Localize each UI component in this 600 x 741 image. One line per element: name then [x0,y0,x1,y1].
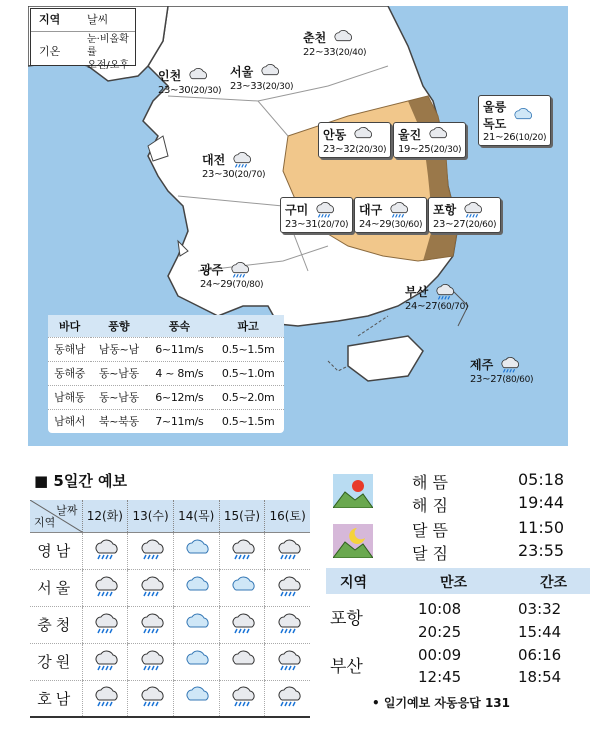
cloudy-icon [350,125,374,144]
legend-region: 지역 [39,13,61,26]
five-day-forecast-table [30,500,310,718]
city-label [200,260,263,290]
sea-header: 바다 [48,315,91,337]
tide-high: 10:08 [418,600,462,618]
forecast-row: 호남 [30,680,310,717]
cloudy-icon [330,28,354,47]
city-name: 서울 [230,65,254,79]
map-legend [30,8,136,71]
forecast-row: 영남 [30,532,310,569]
rain-icon [90,611,120,635]
moonset-label: 달 짐 [412,544,448,563]
rain-icon [273,648,303,672]
rain-icon [136,648,166,672]
city-label [428,197,501,233]
city-temp: 23~27(80/60) [470,374,534,385]
city-label [478,95,551,146]
city-name: 대구 [359,203,383,217]
city-temp: 24~27(60/70) [405,301,469,312]
city-label [393,122,466,158]
rain-icon [273,537,303,561]
rain-icon [273,684,303,708]
city-label [318,122,391,158]
city-name: 춘천 [303,31,327,45]
rain-icon [227,260,251,279]
city-name: 안동 [323,128,347,142]
forecast-row: 서울 [30,569,310,606]
rain-icon [136,537,166,561]
partly-cloudy-icon [181,648,211,672]
forecast-day: 14(목) [173,500,219,532]
tide-low: 18:54 [518,668,562,686]
rain-icon [386,200,410,219]
city-label [405,282,468,312]
rain-icon [90,684,120,708]
moonrise-time: 11:50 [518,518,565,537]
legend-temp: 기온 [39,45,61,58]
city-temp: 19~25(20/30) [398,144,462,155]
city-label [354,197,427,233]
city-temp: 23~33(20/30) [230,81,294,92]
partly-cloudy-icon [181,611,211,635]
city-temp: 23~32(20/30) [323,144,387,155]
sea-header: 풍향 [91,315,146,337]
rain-icon [273,611,303,635]
tide-high: 00:09 [418,646,462,664]
sun-icon [333,474,373,508]
city-label [280,197,353,233]
legend-prob: 눈·비올확률 오전/오후 [87,34,130,71]
rain-icon [273,574,303,598]
cloudy-icon [425,125,449,144]
moonrise-label: 달 뜸 [412,521,448,540]
forecast-title: ■ 5일간 예보 [34,472,128,490]
city-temp: 23~27(20/60) [433,219,497,230]
rain-icon [90,648,120,672]
rain-icon [229,150,253,169]
tide-table [326,568,590,686]
forecast-corner: 날짜 지역 [30,500,82,532]
city-name: 제주 [470,358,494,372]
partly-cloudy-icon [227,574,257,598]
moonset-time: 23:55 [518,541,565,560]
partly-cloudy-icon [181,684,211,708]
sea-row: 남해동 동~남동 6~12m/s 0.5~2.0m [48,385,284,409]
cloudy-icon [185,66,209,85]
sunrise-label: 해 뜸 [412,473,448,492]
city-label [230,62,293,92]
rain-icon [136,684,166,708]
rain-icon [227,611,257,635]
cloudy-icon [257,62,281,81]
city-name: 인천 [158,69,182,83]
tide-header: 지역 만조 간조 [326,568,590,594]
rain-icon [460,200,484,219]
rain-icon [90,537,120,561]
sea-row: 동해남 남동~남 6~11m/s 0.5~1.5m [48,337,284,361]
sunrise-time: 05:18 [518,470,565,489]
tide-low: 15:44 [518,623,562,641]
city-temp: 24~29(30/60) [359,219,423,230]
partly-cloudy-icon [181,574,211,598]
city-temp: 24~29(70/80) [200,279,264,290]
forecast-day: 13(수) [128,500,174,532]
city-name: 부산 [405,285,429,299]
city-name: 울릉 독도 [483,100,507,131]
auto-response-note: • 일기예보 자동응답 131 [372,696,510,710]
partly-cloudy-icon [510,106,534,125]
sea-row: 동해중 동~남동 4 ~ 8m/s 0.5~1.0m [48,361,284,385]
forecast-day: 15(금) [219,500,265,532]
sunset-label: 해 짐 [412,496,448,515]
rain-icon [497,355,521,374]
tide-region-busan: 부산 [330,657,363,677]
sea-conditions-table [48,315,284,433]
city-label [303,28,366,58]
rain-icon [312,200,336,219]
rain-icon [136,574,166,598]
forecast-day: 12(화) [82,500,128,532]
city-name: 대전 [202,153,226,167]
rain-icon [136,611,166,635]
rain-icon [227,537,257,561]
rain-icon [90,574,120,598]
rain-icon [432,282,456,301]
city-label [158,66,221,96]
city-label [470,355,533,385]
rain-icon [227,684,257,708]
sea-row: 남해서 북~북동 7~11m/s 0.5~1.5m [48,409,284,433]
cloudy-icon [227,648,257,672]
tide-low: 06:16 [518,646,562,664]
moon-icon [333,524,373,558]
sunset-time: 19:44 [518,493,565,512]
city-name: 광주 [200,263,224,277]
legend-weather: 날씨 [87,13,109,26]
city-name: 포항 [433,203,457,217]
partly-cloudy-icon [181,537,211,561]
city-name: 울진 [398,128,422,142]
city-label [202,150,265,180]
tide-region-pohang: 포항 [330,609,363,629]
tide-low: 03:32 [518,600,562,618]
city-temp: 21~26(10/20) [483,132,547,143]
city-temp: 23~30(20/30) [158,85,222,96]
sea-header: 파고 [212,315,284,337]
city-temp: 23~30(20/70) [202,169,266,180]
forecast-day: 16(토) [265,500,310,532]
city-name: 구미 [285,203,309,217]
sea-header: 풍속 [146,315,212,337]
city-temp: 22~33(20/40) [303,47,367,58]
tide-high: 12:45 [418,668,462,686]
city-temp: 23~31(20/70) [285,219,349,230]
tide-high: 20:25 [418,623,462,641]
forecast-row: 충청 [30,606,310,643]
forecast-row: 강원 [30,643,310,680]
